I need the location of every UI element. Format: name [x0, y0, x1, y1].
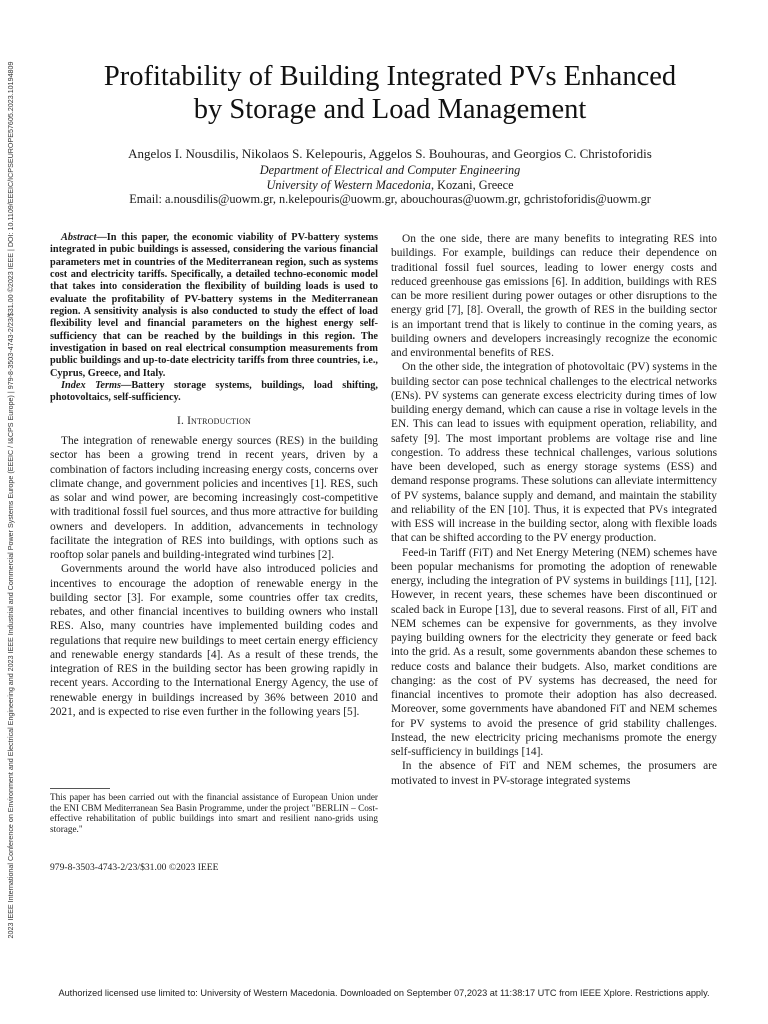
location: , Kozani, Greece	[430, 178, 514, 192]
abstract-text: —In this paper, the economic viability of PV-battery systems integrated in pubic buildings is assessed, considering the various financial parameters met in countries of the Mediterranean region, such as systems cost and electricity tariffs. Specifically, a detailed techno-economic model that takes into consideration the flexibility of building loads is used to evaluate the profitability of PV-battery systems in the Mediterranean region. A sensitivity analysis is also conducted to study the effect of load flexibility level and financial parameters on the highest energy self-sufficiency that can be reached by the buildings in this region. The investigation in based on real electrical consumption measurements from public buildings and up-to-date electricity tariffs from three countries, i.e., Cyprus, Greece, and Italy.	[50, 232, 378, 379]
abstract	[50, 232, 378, 380]
intro-paragraph-2: Governments around the world have also introduced policies and incentives to encourage the adoption of renewable energy in the building sector [3]. For example, some countries offer tax credits, rebates, and other financial incentives to building owners who install RES. Also, many countries have implemented building codes and regulations that require new buildings to meet certain energy efficiency and renewable energy standards [4]. As a result of these trends, the integration of RES in the building sector has been growing rapidly in recent years. According to the International Energy Agency, the use of renewable energy in buildings increased by 36% between 2010 and 2021, and is expected to rise even further in the following years [5].	[50, 563, 378, 718]
author-list: Angelos I. Nousdilis, Nikolaos S. Kelepouris, Aggelos S. Bouhouras, and Georgios C. Christoforidis	[128, 146, 652, 161]
footnote-rule	[50, 788, 110, 789]
author-emails: Email: a.nousdilis@uowm.gr, n.kelepouris@uowm.gr, abouchouras@uowm.gr, gchristoforidis@uowm.gr	[129, 192, 651, 206]
paper-title	[40, 60, 740, 126]
title-line-1: Profitability of Building Integrated PVs Enhanced	[103, 61, 677, 92]
body-paragraph-1: On the one side, there are many benefits to integrating RES into buildings. For example, buildings can reduce their dependence on traditional fossil fuel sources, leading to lower energy costs and reduced greenhouse gas emissions [6]. In addition, buildings with RES can be more resilient during power outages or other disruptions to the energy grid [7], [8]. Overall, the growth of RES in the building sector is an important trend that is likely to continue in the coming years, as building owners and developers increasingly recognize the economic and environmental benefits of RES.	[391, 233, 717, 359]
license-notice: Authorized licensed use limited to: University of Western Macedonia. Downloaded on September 07,2023 at 11:38:17 UTC from IEEE Xplore. Restrictions apply.	[58, 988, 710, 998]
section-number: I.	[176, 414, 188, 427]
copyright-line: 979-8-3503-4743-2/23/$31.00 ©2023 IEEE	[50, 862, 219, 873]
affiliation	[40, 178, 740, 193]
university: University of Western Macedonia	[266, 178, 431, 192]
index-terms-text: —Battery storage systems, buildings, load shifting, photovoltaics, self-sufficiency.	[50, 380, 378, 404]
left-column	[50, 232, 378, 719]
section-title: Introduction	[187, 414, 252, 427]
conference-sidebar	[0, 0, 22, 1024]
funding-footnote: This paper has been carried out with the financial assistance of European Union under the ENI CBM Mediterranean Sea Basin Programme, under the project "BERLIN – Cost-effective rehabilitation of public buildings into smart and resilient nano-grids using storage."	[50, 792, 378, 834]
body-paragraph-2: On the other side, the integration of photovoltaic (PV) systems in the building sector can pose technical challenges to the electrical networks (ENs). PV systems can generate excess electricity during times of low building energy demand, which can cause a rise in voltage levels in the EN. This can lead to issues with equipment operation, reliability, and safety [9]. The most important problems are voltage rise and line congestion. To address these technical challenges, various solutions have been developed, such as energy storage systems (ESS) and demand response programs. These solutions can alleviate intermittency of PV systems, balance supply and demand, and maintain the stability and reliability of the EN [10]. Thus, it is expected that PVs integrated with ESS will increase in the building sector, along with flexible loads that can be shifted according to the PV energy production.	[391, 361, 717, 545]
body-paragraph-4: In the absence of FiT and NEM schemes, the prosumers are motivated to invest in PV-storage integrated systems	[391, 760, 717, 787]
right-column	[391, 232, 717, 788]
index-terms-label: Index Terms	[61, 380, 122, 392]
body-paragraph-3: Feed-in Tariff (FiT) and Net Energy Metering (NEM) schemes have been popular mechanisms for promoting the adoption of renewable energy, including the integration of PV systems in buildings [11], [12]. However, in recent years, these schemes have been discontinued or scaled back in Europe [13], due to several reasons. First of all, FiT and NEM schemes can be expensive for governments, as they involve paying building owners for the electricity they generate or feed back into the grid. As a result, some governments abandon these schemes to reduce costs and balance their budgets. Also, market conditions are changing: as the cost of PV systems has decreased, the need for financial incentives to promote their adoption has also decreased. Moreover, some governments have abandoned FiT and NEM schemes for PV systems to avoid the presence of grid stability challenges. Instead, the new electricity pricing mechanisms promote the energy self-sufficiency in buildings [14].	[391, 546, 717, 758]
index-terms	[50, 380, 378, 405]
title-line-2: by Storage and Load Management	[193, 94, 587, 125]
section-heading	[50, 414, 378, 428]
intro-paragraph-1: The integration of renewable energy sources (RES) in the building sector has been a growing trend in recent years, driven by a combination of factors including increasing energy costs, concerns over climate change, and government policies and incentives [1]. RES, such as solar and wind power, are becoming increasingly cost-competitive with traditional fossil fuel sources, and thus more attractive for building owners and developers. In addition, advancements in technology facilitate the integration of RES into buildings, with options such as rooftop solar panels and building-integrated wind turbines [2].	[50, 435, 378, 562]
department: Department of Electrical and Computer Engineering	[259, 163, 521, 177]
abstract-label: Abstract	[61, 232, 97, 243]
conference-doi-text: 2023 IEEE International Conference on Environment and Electrical Engineering and 2023 IEEE Industrial and Commercial Power Systems Europe (EEEIC / I&CPS Europe) | 979-8-3503-4743-2/23/$31.00 ©2023 IEEE | DOI: 10.1109/EEEIC/ICPSEUROPE57605.2023.10194809	[7, 61, 15, 939]
